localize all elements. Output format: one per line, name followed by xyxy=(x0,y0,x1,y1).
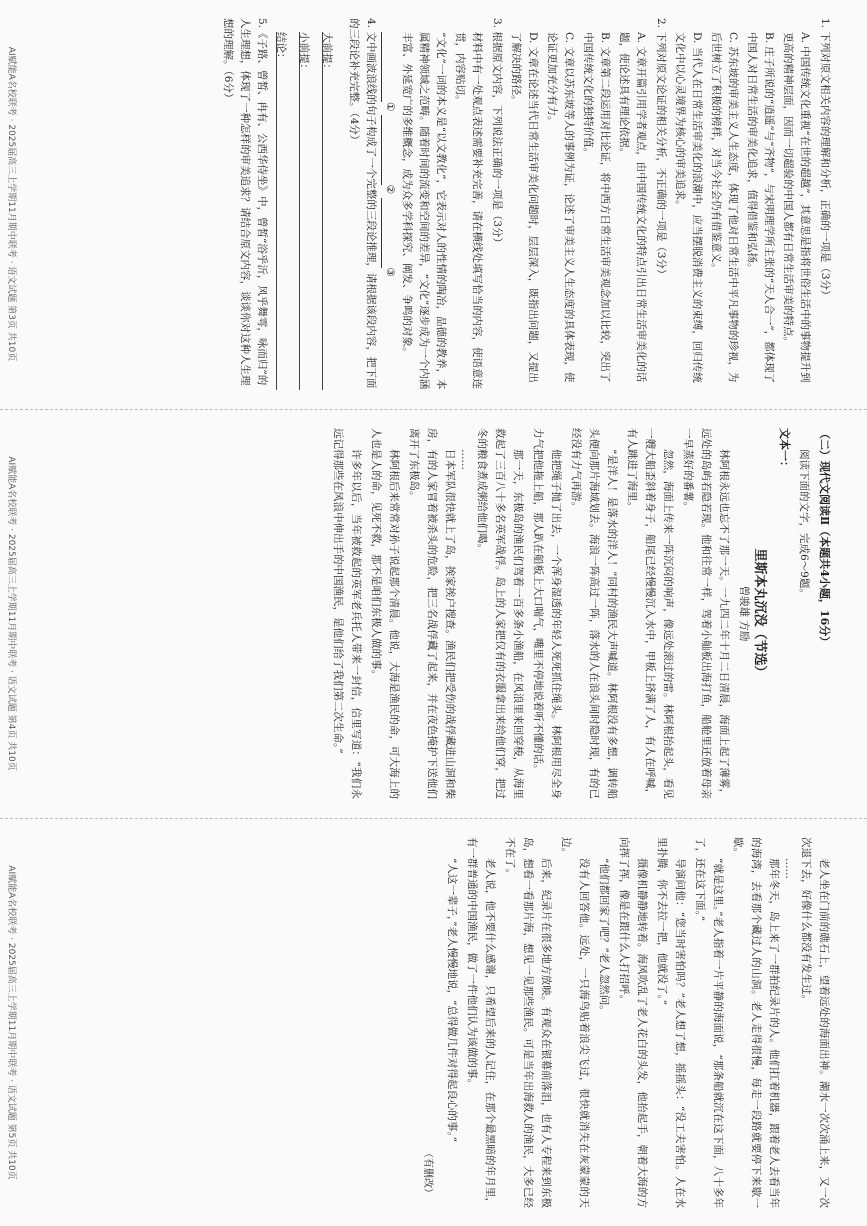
minor-premise-label: 小前提： xyxy=(298,32,310,74)
passage-paragraph: “是洋人！是落水的洋人！”同村的渔民大声喊道。林阿根没有多想，调转船头便向那片海域划去。海浪一阵高过一阵，落水的人在浪头间时隐时现，有的已经没有力气再游。 xyxy=(570,428,618,799)
page-reading-passage-1 xyxy=(0,409,867,817)
question-4-stem: 4. 文中画波浪线的句子构成了一个完整的三段论推理，请根据该段内容，把下面的三段论补充完整。（4分） xyxy=(348,18,377,389)
question-1-option-a: A. 中国传统文化重视“在世的超越”，其意思是指将世俗生活中的事物提升到更高的精神层面，因而一切超验的中国人都有日常生活审美的特点。 xyxy=(782,32,811,383)
major-premise-label: 大前提： xyxy=(321,32,333,74)
passage-paragraph: 后来，纪录片在很多地方放映。有观众在银幕前落泪，也有人专程来到东极岛，想看一看那片海，想见一见那些渔民。可是当年出海救人的渔民，大多已经不在了。 xyxy=(504,837,552,1208)
page-footer-1: AI赋能A名校联考 · 2025届高三上学期11月期中联考 · 语文试题 第3页 共10页 xyxy=(6,46,16,362)
question-2-option-b: B. 文章第二段运用对比论证，将中西方日常生活审美观念加以比较，突出了中国传统文化的独特价值。 xyxy=(582,32,611,383)
passage-paragraph: 老人坐在门前的礁石上，望着远处的海面出神。潮水一次次涌上来，又一次次退下去，好像什么都没有发生过。 xyxy=(800,837,830,1208)
answer-line-major-premise[interactable] xyxy=(322,32,339,390)
passage-paragraph: 老人说，他不要什么感谢，只希望后来的人记住，在那个最黑暗的年月里，有一群普通的中国渔民，做了一件他们认为该做的事。 xyxy=(466,837,496,1208)
passage-paragraph: “他们都回家了吧？”老人忽然问。 xyxy=(598,858,610,1016)
omission-marker: …… xyxy=(783,858,795,879)
passage-paragraph: 林阿根永远也忘不了那一天。一九四二年十月二日清晨，海面上起了薄雾，远处的岛屿若隐若现。他和往常一样，驾着小舢板出海打鱼，船舱里还放着母亲一早蒸好的番薯。 xyxy=(682,428,730,799)
passage-paragraph: 摄像机静静地转着。海风吹乱了老人花白的头发，他抬起手，朝着大海的方向挥了挥，像是在跟什么人打招呼。 xyxy=(618,837,648,1208)
passage-author: 曾骏雄 方励 xyxy=(738,585,750,642)
question-2-option-c: C. 文章以苏东坡等人的事例为证，论述了审美主义人生态度的具体表现，使论证更加充分有力。 xyxy=(546,32,575,383)
passage-paragraph: 林阿根后来常常对孙子说起那个清晨。他说，大海是渔民的命，可大海上的人也是人的命，见死不救，那不是咱们东极人做的事。 xyxy=(370,428,400,799)
passage-paragraph: 导演问他：“您当时害怕吗？”老人想了想，摇摇头：“没工夫害怕。人在水里扑腾，你不去拉一把，他就没了。” xyxy=(656,837,686,1208)
blank-marker-3: ③ xyxy=(384,267,396,277)
question-3-text xyxy=(381,32,449,390)
answer-line-conclusion[interactable] xyxy=(276,32,293,390)
text-label: 文本一： xyxy=(778,428,791,472)
passage-paragraph: 没有人回答他。远处，一只海鸟贴着浪尖飞过，很快就消失在灰蒙蒙的天边。 xyxy=(560,837,590,1208)
page-footer-3: AI赋能A名校联考 · 2025届高三上学期11月期中联考 · 语文试题 第5页 共10页 xyxy=(6,865,16,1180)
passage-paragraph: “就是这里。”老人指着一片平静的海面说，“那条船就沉在这下面，八十多年了，还在这下面。” xyxy=(694,837,724,1208)
question-2-stem: 2. 下列对原文论证的相关分析，不正确的一项是（3分） xyxy=(655,18,667,280)
question-5-stem: 5.《子路、曾皙、冉有、公西华侍坐》中，曾皙“浴乎沂，风乎舞雩，咏而归”的人生理想，体现了一种怎样的审美追求？请结合原文内容，谈谈你对这种人生理想的理解。（6分） xyxy=(222,18,268,386)
source-note: （有删改） xyxy=(422,1148,433,1198)
question-3-passage: “文化”一词的本义是“以文教化”，它表示对人的性情的陶冶，品德的教养，本属精神领域之范畴。随着时间的流变和空间的差异，“文化”逐步成为一个内涵丰富、外延宽广的多维概念，成为众多学科探究、阐发、争鸣的对象。 xyxy=(401,32,447,390)
question-2-option-a: A. 文章开篇引用学者观点，由中国传统文化的特点引出日常生活审美化的话题，使论述具有理论依据。 xyxy=(618,32,647,383)
passage-paragraph: 日本军队很快就上了岛，挨家挨户搜查。渔民们把受伤的战俘藏进山洞和柴房，有的人家冒着被杀头的危险，把三名战俘藏了起来，并在夜色掩护下送他们离开了东极岛。 xyxy=(408,428,456,799)
question-1-option-d: D. 当代人在日常生活审美化的浪潮中，应当摆脱消费主义的束缚，回归传统文化中以心灵境界为核心的审美追求。 xyxy=(674,32,703,383)
passage-paragraph: 他把绳子抛了出去，一个浑身湿透的年轻人死死抓住绳头。林阿根用尽全身力气把他拖上船，那人趴在船板上大口喘气，嘴里不停地说着听不懂的话。 xyxy=(532,428,562,799)
passage-paragraph: 那年冬天，岛上来了一群拍纪录片的人。他们扛着机器，跟着老人去看当年的海湾，去看那个藏过人的山洞。老人走得很慢，每走一段路就要停下来歇一歇。 xyxy=(732,837,780,1208)
page-questions-1-5 xyxy=(0,0,867,408)
passage-title: 里斯本丸沉没（节选） xyxy=(752,548,767,679)
blank-marker-2: ② xyxy=(384,184,396,195)
passage-paragraph: “人这一辈子，”老人慢慢地说，“总得做几件对得起良心的事。” xyxy=(446,858,458,1142)
question-2-option-d: D. 文章在论述当代日常生活审美化问题时，层层深入，既指出问题，又提出了解决的路径。 xyxy=(510,32,539,383)
question-3-intro: 材料中有一处观点表述需要补充完善，请在横线处填写恰当的内容，使语意连贯，内容贴切。 xyxy=(454,32,483,389)
page-reading-passage-2 xyxy=(0,818,867,1226)
section-heading: （二）现代文阅读Ⅱ（本题共4小题，16分） xyxy=(818,428,831,648)
section-instruction: 阅读下面的文字，完成6～9题。 xyxy=(798,449,810,599)
question-1-option-c: C. 苏东坡的审美主义人生态度，体现了他对日常生活中平凡事物的珍视，为后世树立了积极的榜样，对当今社会仍有借鉴意义。 xyxy=(710,32,739,383)
conclusion-label: 结论： xyxy=(275,32,287,64)
passage-paragraph: 许多年以后，当年被救起的英军老兵托人带来一封信，信里写道：“我们永远记得那些在风浪中伸出手的中国渔民，是他们给了我们第二次生命。” xyxy=(332,428,362,799)
passage-paragraph: 那一天，东极岛的渔民们驾着一百多条小渔船，在风浪里来回穿梭，从海里救起了三百八十多名英军战俘。岛上的人家把仅有的衣服拿出来给他们穿，把过冬的粮食煮成粥给他们喝。 xyxy=(476,428,524,799)
omission-marker: …… xyxy=(459,449,471,470)
answer-blank-2[interactable] xyxy=(381,115,394,185)
page-footer-2: AI赋能A名校联考 · 2025届高三上学期11月期中联考 · 语文试题 第4页 共10页 xyxy=(6,456,16,771)
answer-blank-1[interactable] xyxy=(381,32,394,102)
question-1-stem: 1. 下列对原文相关内容的理解和分析，正确的一项是（3分） xyxy=(819,18,831,301)
answer-line-minor-premise[interactable] xyxy=(299,32,316,390)
blank-marker-1: ① xyxy=(384,102,396,112)
answer-blank-3[interactable] xyxy=(381,198,394,268)
question-1-option-b: B. 庄子所说的“逍遥”与“齐物”，与宋明理学所主张的“天人合一”，都体现了中国人对日常生活的审美化追求，值得借鉴和弘扬。 xyxy=(746,32,775,384)
question-3-stem: 3. 根据原文内容，下列说法正确的一项是（3分） xyxy=(491,18,503,249)
passage-paragraph: 忽然，海面上传来一阵沉闷的响声，像远处滚过的雷。林阿根抬起头，看见一艘大船歪斜着身子，船尾已经慢慢沉入水中，甲板上挤满了人，有人在呼喊，有人跳进了海里。 xyxy=(626,428,674,799)
